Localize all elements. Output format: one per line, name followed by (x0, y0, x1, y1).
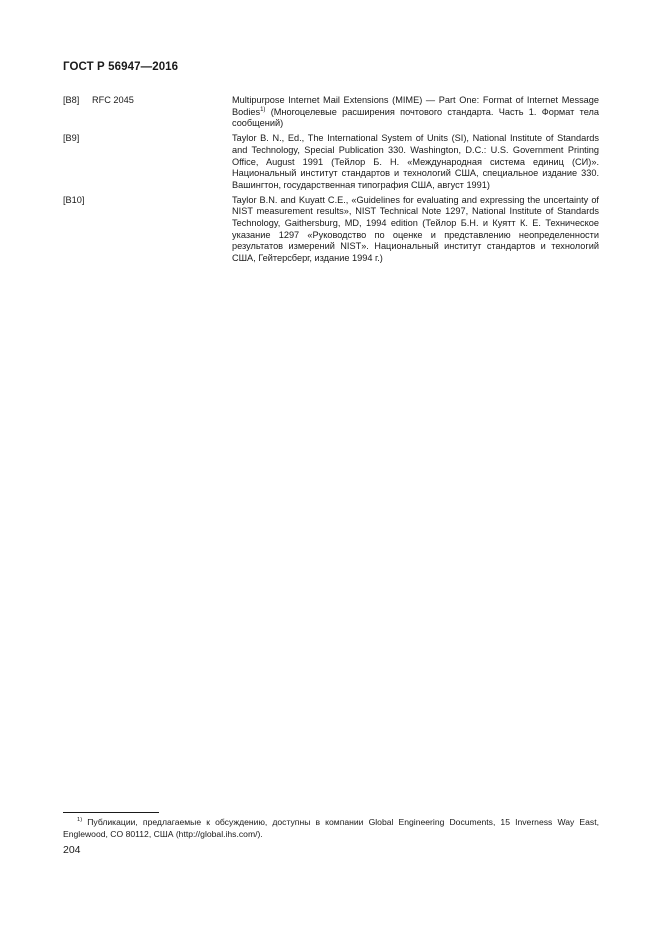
footnote (63, 816, 599, 840)
footnote-reference[interactable]: 1) (260, 106, 266, 113)
bibliography-entry (63, 95, 599, 130)
footnote-text: Публикации, предлагаемые к обсуждению, доступны в компании Global Engineering Documents, 15 Inverness Way East, Englewood, CO 80112, США (http://global.ihs.com/). (63, 817, 599, 839)
document-header: ГОСТ Р 56947—2016 (63, 61, 179, 73)
page-number: 204 (63, 844, 81, 856)
bibliography-short-id: RFC 2045 (92, 95, 134, 105)
bibliography-text: Taylor B.N. and Kuyatt C.E., «Guidelines for evaluating and expressing the uncertainty of NIST measurement results», NIST Technical Note 1297, National Institute of Standards Technology, Gaithersburg, MD, 1994 edition (Тейлор Б.Н. и Куятт К. Е. Техническое указание 1297 «Руководство по оценке и представлению неопределенности результатов измерений NIST». Национальный институт стандартов и технологий США, Гейтерсберг, издание 1994 г.) (232, 194, 599, 264)
footnote-marker: 1) (77, 817, 83, 824)
bibliography-text-part: (Многоцелевые расширения почтового стандарта. Часть 1. Формат тела сообщений) (232, 106, 599, 129)
bibliography-text-part: Multipurpose Internet Mail Extensions (MIME) — Part One: Format of Internet Message Bodies (232, 95, 599, 117)
bibliography-text (232, 95, 599, 130)
bibliography-list (63, 95, 599, 268)
bibliography-entry (63, 195, 599, 265)
bibliography-key: [B8] (63, 95, 80, 105)
bibliography-entry (63, 133, 599, 192)
bibliography-key: [B10] (63, 194, 85, 205)
bibliography-text: Taylor B. N., Ed., The International System of Units (SI), National Institute of Standards and Technology, Special Publication 330. Washington, D.C.: U.S. Government Printing Office, August 1991 (Тейлор Б. Н. «Международная система единиц (СИ)». Национальный институт стандартов и технологий США, специальное издание 330. Вашингтон, государственная типография США, август 1991) (232, 133, 599, 190)
footnote-separator (63, 812, 159, 813)
bibliography-key: [B9] (63, 133, 80, 144)
